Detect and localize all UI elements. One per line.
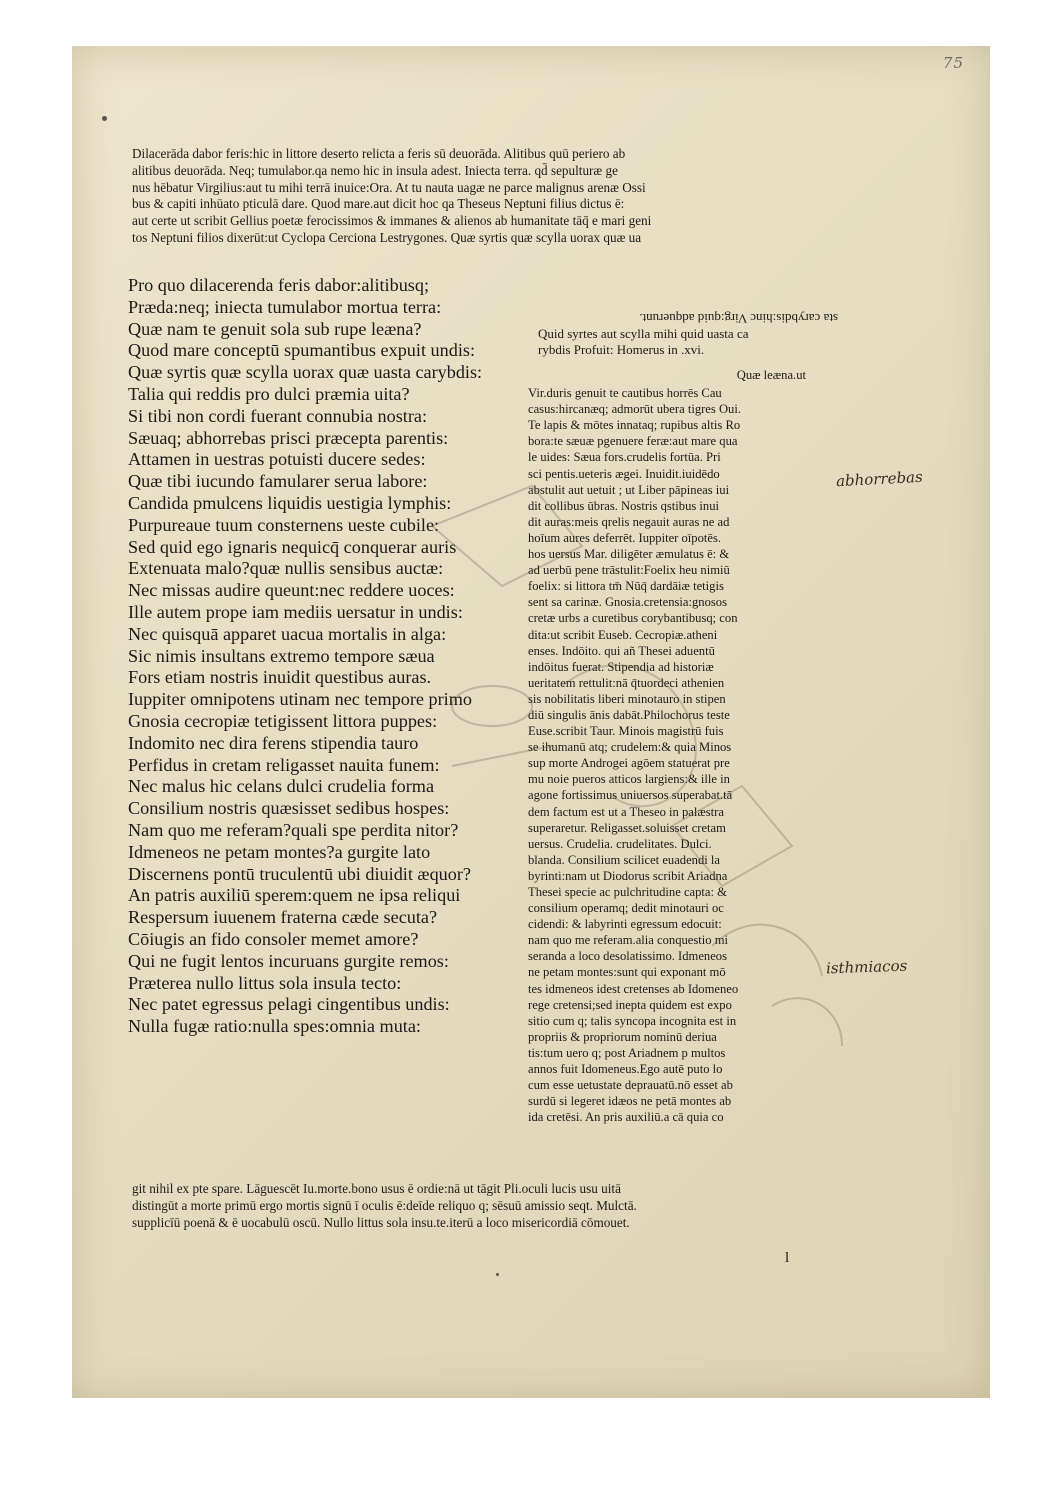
verse-line: Attamen in uestras potuisti ducere sedes: [128,449,426,470]
gloss-line: ueritatem rettulit:nā q̄tuordeci athenien [528,675,725,690]
gloss-line: blanda. Consilium scilicet euadendi la [528,852,721,867]
verse-line: Indomito nec dira ferens stipendia tauro [128,732,419,753]
gloss-line: cidendi: & labyrinti egressum edocuit: [528,917,722,932]
verse-line: Perfidus in cretam religasset nauita funem: [128,754,440,775]
gloss-line: se ihumanū atq; crudelem:& quia Minos [528,740,732,755]
verse-line: Sed quid ego ignaris nequicq̄ conquerar auris [128,536,457,557]
gloss-line: abstulit aut uetuit ; ut Liber pāpineas iui [528,482,730,497]
inverted-line: sta carybdis:hinc Virg:quid adquerunt. [639,311,838,326]
verse-line: Præterea nullo littus sola insula tecto: [128,972,402,993]
gloss-line: dit auras:meis qrelis negauit auras ne ad [528,514,730,529]
marginal-note: abhorrebas [835,467,924,491]
commentary-line: git nihil ex pte spare. Lāguescēt Iu.morte.bono usus ē ordie:nā ut tāgit Pli.oculi lucis usu uitā [132,1181,621,1196]
verse-line: Nec quisquā apparet uacua mortalis in alga: [128,623,447,644]
manuscript-page [72,46,990,1398]
commentary-line: Dilacerāda dabor feris:hic in littore deserto relicta a feris sū deuorāda. Alitibus quū periero ab [132,146,626,161]
ink-dot [102,116,107,121]
gloss-line: bora:te sæuæ pgenuere feræ:aut mare qua [528,434,738,449]
gloss-line: propriis & propriorum nominū deriua [528,1029,717,1044]
gloss-line: tis:tum uero q; post Ariadnem p multos [528,1045,726,1060]
gloss-line: ida cretēsi. An pris auxiliū.a cā quia co [528,1110,724,1125]
gloss-line: ne petam montes:sunt qui exponant mō [528,965,726,980]
verse-line: Nec patet egressus pelagi cingentibus undis: [128,994,450,1015]
inverted-commentary [538,310,838,358]
gloss-line: ad uerbū pene trāstulit:Foelix heu nimiū [528,563,730,578]
verse-line: Pro quo dilacerenda feris dabor:alitibusq; [128,275,430,295]
gloss-line: superaretur. Religasset.soluisset cretam [528,820,726,835]
gloss-line: enses. Indōito. qui añ Thesei aduentū [528,643,715,658]
gloss-line: Te lapis & mōtes innataq; rupibus altis Ro [528,418,741,433]
verse-line: Quæ tibi iucundo famularer serua labore: [128,471,428,492]
gloss-line: nam quo me referam.alia conquestio mi [528,933,729,948]
gloss-line: agone fortissimus uniuersos superabat.tā [528,788,733,803]
commentary-line: distingūt a morte primū ergo mortis signū ī oculis ē:deīde reliquo q; sēsuū amissio seqt. Mulctā. [132,1197,637,1213]
verse-line: Respersum iuuenem fraterna cæde secuta? [128,907,438,928]
verse-line: Sic nimis insultans extremo tempore sæua [128,645,435,666]
verse-line: Quæ syrtis quæ scylla uorax quæ uasta carybdis: [128,362,483,383]
gloss-line: rege cretensi;sed inepta quidem est expo [528,997,732,1012]
commentary-line: supplicīū poenā & ē uocabulū oscū. Nullo littus sola insu.te.iterū a loco misericordiā cōmouet. [132,1214,630,1230]
verse-line: Si tibi non cordi fuerant connubia nostra: [128,405,428,426]
commentary-top [132,146,904,247]
commentary-line: rybdis Profuit: Homerus in .xvi. [538,342,705,357]
verse-line: Quæ nam te genuit sola sub rupe leæna? [128,318,422,339]
gloss-line: seranda a loco desolatissimo. Idmeneos [528,949,727,964]
gloss-line: sci pentis.ueteris ægei. Inuidit.iuidēdo [528,466,720,481]
commentary-bottom [132,1181,904,1231]
gloss-line: le uides: Sæua fors.crudelis fortūa. Pri [528,450,721,465]
gloss-line: byrinti:nam ut Diodorus scribit Ariadna [528,868,728,883]
gloss-line: Euse.scribit Taur. Minois magistrū fuis [528,724,724,739]
gloss-line: Vir.duris genuit te cautibus horrēs Cau [528,386,722,401]
gloss-line: hos uersus Mar. diligēter æmulatus ē: & [528,547,730,562]
marginal-note: isthmiacos [825,956,908,978]
gloss-lemma: Quæ leæna.ut [736,368,806,382]
commentary-line: tos Neptuni filios dixerūt:ut Cyclopa Cerciona Lestrygones. Quæ syrtis quæ scylla uorax quæ ua [132,229,642,245]
verse-line: Sæuaq; abhorrebas prisci præcepta parentis: [128,427,449,448]
verse-line: Cōiugis an fido consoler memet amore? [128,928,419,949]
catchword: l [785,1250,790,1266]
verse-line: Iuppiter omnipotens utinam nec tempore primo [128,689,472,710]
gloss-line: Thesei specie ac pulchritudine capta: & [528,885,727,899]
verse-line: Nec malus hic celans dulci crudelia forma [128,776,435,797]
verse-line: Nec missas audire queunt:nec reddere uoces: [128,580,455,601]
verse-line: Nulla fugæ ratio:nulla spes:omnia muta: [128,1016,421,1037]
verse-line: Idmeneos ne petam montes?a gurgite lato [128,841,431,862]
gloss-line: sent sa carinæ. Gnosia.cretensia:gnosos [528,595,728,610]
verse-line: Ille autem prope iam mediis uersatur in undis: [128,601,463,622]
commentary-line: bus & capiti inhūato pticulā dare. Quod mare.aut dicit hoc qa Theseus Neptuni filius dictus ē: [132,196,625,212]
gloss-line: annos fuit Idomeneus.Ego autē puto lo [528,1062,723,1077]
gloss-line: dit collibus ūbras. Nostris qstibus inui [528,498,720,513]
gloss-line: dem factum est ut a Theseo in palæstra [528,804,724,819]
gloss-line: diū singulis ānis dabāt.Philochorus teste [528,707,730,722]
gloss-line: tes idmeneos idest cretenses ab Idomeneo [528,981,739,996]
verse-line: Fors etiam nostris inuidit questibus auras. [128,667,432,688]
commentary-line: alitibus deuorāda. Neq; tumulabor.qa nemo hic in insula adest. Iniecta terra. qd̄ sepulturæ ge [132,162,618,178]
gloss-line: sis nobilitatis liberi minotauro in stipen [528,691,726,706]
gloss-line: hoīum aures deferrēt. Iuppiter oīpotēs. [528,530,722,545]
gloss-line: dita:ut scribit Euseb. Cecropiæ.atheni [528,627,718,642]
gloss-line: indōitus fuerat. Stipendia ad historiæ [528,659,714,674]
poem-text [128,275,538,1038]
commentary-line: nus hēbatur Virgilius:aut tu mihi terrā inuice:Ora. At tu nauta uagæ ne parce malignus arenæ Ossi [132,179,646,195]
verse-line: Extenuata malo?quæ nullis sensibus auctæ: [128,558,444,579]
verse-line: Quod mare conceptū spumantibus expuit undis: [128,340,476,361]
gloss-line: consilium operamq; dedit minotauri oc [528,901,724,916]
gloss-line: cum esse uetustate deprauatū.nō esset ab [528,1078,733,1093]
gloss-column [528,367,828,1125]
gloss-line: casus:hircanæq; admorūt ubera tigres Oui. [528,402,741,417]
gloss-line: cretæ urbs a curetibus corybantibusq; con [528,611,738,626]
commentary-line: aut certe ut scribit Gellius poetæ ferocissimos & immanes & alienos ab humanitate tāq̄ e mari geni [132,213,652,229]
verse-line: Nam quo me referam?quali spe perdita nitor? [128,819,459,840]
commentary-line: Quid syrtes aut scylla mihi quid uasta ca [538,326,749,341]
gloss-line: mu noie pueros atticos largiens:& ille in [528,772,730,787]
verse-line: Purpureaue tuum consternens ueste cubile: [128,514,440,535]
verse-line: Consilium nostris quæsisset sedibus hospes: [128,798,450,819]
verse-line: Qui ne fugit lentos incuruans gurgite remos: [128,950,449,971]
verse-line: Gnosia cecropiæ tetigissent littora puppes: [128,710,438,731]
verse-line: Discernens pontū truculentū ubi diuidit æquor? [128,863,471,884]
gloss-line: sup morte Androgei agōem statuerat pre [528,756,730,771]
gloss-line: surdū si legeret idæos ne petā montes ab [528,1094,732,1109]
verse-line: An patris auxiliū sperem:quem ne ipsa reliqui [128,885,461,906]
verse-line: Talia qui reddis pro dulci præmia uita? [128,383,410,404]
verse-line: Præda:neq; iniecta tumulabor mortua terra: [128,296,442,317]
verse-line: Candida pmulcens liquidis uestigia lymphis: [128,492,452,513]
folio-number: 75 [942,54,964,72]
gloss-line: foelix: si littora tm̄ Nūq̄ dardāiæ tetigis [528,579,724,594]
gloss-line: sitio cum q; talis syncopa incognita est in [528,1013,737,1028]
gloss-line: uersus. Crudelia. crudelitates. Dulci. [528,836,712,851]
ink-dot [496,1273,499,1276]
